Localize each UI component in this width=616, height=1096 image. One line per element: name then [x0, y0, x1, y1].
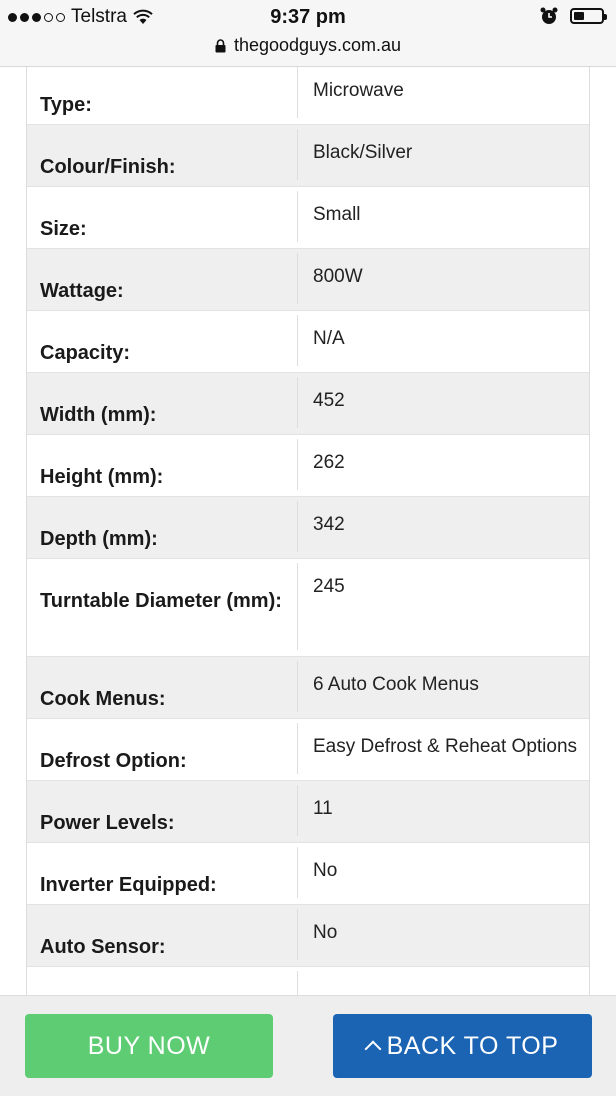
spec-label: Wattage: [27, 253, 298, 304]
spec-row [27, 187, 589, 249]
spec-row [27, 781, 589, 843]
spec-row [27, 497, 589, 559]
status-bar [0, 0, 616, 67]
spec-label: Cook Menus: [27, 661, 298, 712]
spec-label: Colour/Finish: [27, 129, 298, 180]
spec-value: 6 Auto Cook Menus [313, 674, 479, 695]
alarm-icon [540, 7, 558, 25]
spec-label: Inverter Equipped: [27, 847, 298, 898]
spec-label: Auto Sensor: [27, 909, 298, 960]
buy-now-button[interactable] [25, 1014, 273, 1078]
spec-value: No [313, 860, 338, 881]
buy-now-label: BUY NOW [87, 1031, 211, 1060]
spec-row [27, 311, 589, 373]
spec-row [27, 559, 589, 657]
spec-value: 452 [313, 390, 345, 411]
spec-value: Small [313, 204, 361, 225]
spec-value [298, 967, 589, 995]
spec-row [27, 905, 589, 967]
carrier-name: Telstra [71, 6, 127, 27]
spec-row [27, 435, 589, 497]
spec-row [27, 67, 589, 125]
spec-table [26, 67, 590, 995]
battery-icon [570, 8, 604, 24]
spec-label: Type: [27, 67, 298, 118]
spec-value: 11 [313, 798, 333, 819]
spec-value: 262 [313, 452, 345, 473]
lock-icon [215, 39, 226, 53]
chevron-up-icon [364, 1041, 381, 1058]
spec-row [27, 719, 589, 781]
spec-label [27, 971, 298, 995]
bottom-action-bar [0, 995, 616, 1096]
spec-value: N/A [313, 328, 345, 349]
spec-label: Defrost Option: [27, 723, 298, 774]
status-icons [540, 7, 604, 25]
clock: 9:37 pm [270, 6, 346, 28]
address-bar[interactable] [0, 35, 616, 56]
spec-label: Depth (mm): [27, 501, 298, 552]
spec-label: Size: [27, 191, 298, 242]
spec-value: Easy Defrost & Reheat Options [313, 736, 578, 757]
spec-label: Turntable Diameter (mm): [27, 563, 298, 650]
spec-row [27, 249, 589, 311]
spec-label: Height (mm): [27, 439, 298, 490]
spec-value: 342 [313, 514, 345, 535]
spec-value: Microwave [313, 80, 404, 101]
spec-row-partial [27, 967, 589, 995]
back-to-top-button[interactable] [333, 1014, 592, 1078]
spec-row [27, 373, 589, 435]
spec-row [27, 657, 589, 719]
spec-value: 245 [313, 576, 345, 597]
spec-value: 800W [313, 266, 363, 287]
spec-value: No [313, 922, 338, 943]
spec-value: Black/Silver [313, 142, 413, 163]
spec-label: Width (mm): [27, 377, 298, 428]
spec-row [27, 843, 589, 905]
spec-row [27, 125, 589, 187]
spec-label: Power Levels: [27, 785, 298, 836]
back-to-top-label: BACK TO TOP [386, 1031, 559, 1060]
page-content[interactable] [0, 67, 616, 995]
spec-label: Capacity: [27, 315, 298, 366]
url-text: thegoodguys.com.au [233, 35, 402, 55]
